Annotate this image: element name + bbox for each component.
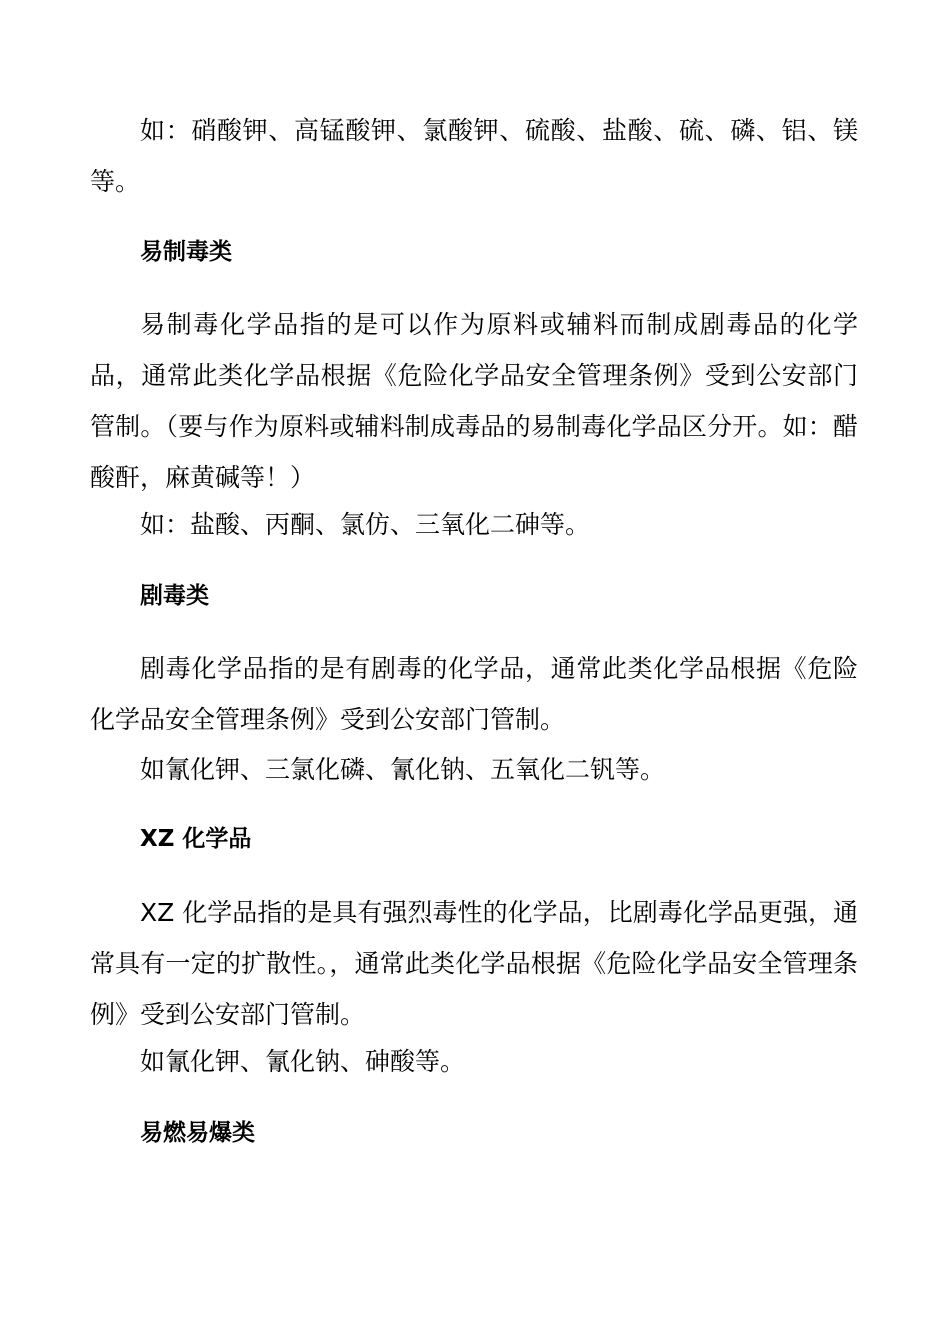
intro-example-paragraph: 如：硝酸钾、高锰酸钾、氯酸钾、硫酸、盐酸、硫、磷、铝、镁等。 bbox=[90, 116, 858, 196]
xz-example-paragraph: 如氰化钾、氰化钠、砷酸等。 bbox=[140, 1047, 466, 1076]
xz-description-paragraph: XZ 化学品指的是具有强烈毒性的化学品，比剧毒化学品更强，通常具有一定的扩散性。，通常此类化学品根据《危险化学品安全管理条例》受到公安部门管制。 bbox=[90, 898, 858, 1029]
precursor-example-paragraph: 如：盐酸、丙酮、氯仿、三氧化二砷等。 bbox=[140, 510, 591, 539]
toxic-example-paragraph: 如氰化钾、三氯化磷、氰化钠、五氧化二钒等。 bbox=[140, 755, 666, 784]
xz-heading: XZ 化学品 bbox=[140, 826, 252, 852]
precursor-heading: 易制毒类 bbox=[140, 239, 232, 265]
precursor-description-paragraph: 易制毒化学品指的是可以作为原料或辅料而制成剧毒品的化学品，通常此类化学品根据《危险化学品安全管理条例》受到公安部门管制。（要与作为原料或辅料制成毒品的易制毒化学品区分开。如：醋酸酐，麻黄碱等！） bbox=[90, 310, 858, 492]
toxic-description-paragraph: 剧毒化学品指的是有剧毒的化学品，通常此类化学品根据《危险化学品安全管理条例》受到公安部门管制。 bbox=[90, 654, 858, 734]
toxic-heading: 剧毒类 bbox=[140, 583, 209, 609]
flammable-heading: 易燃易爆类 bbox=[140, 1120, 255, 1146]
